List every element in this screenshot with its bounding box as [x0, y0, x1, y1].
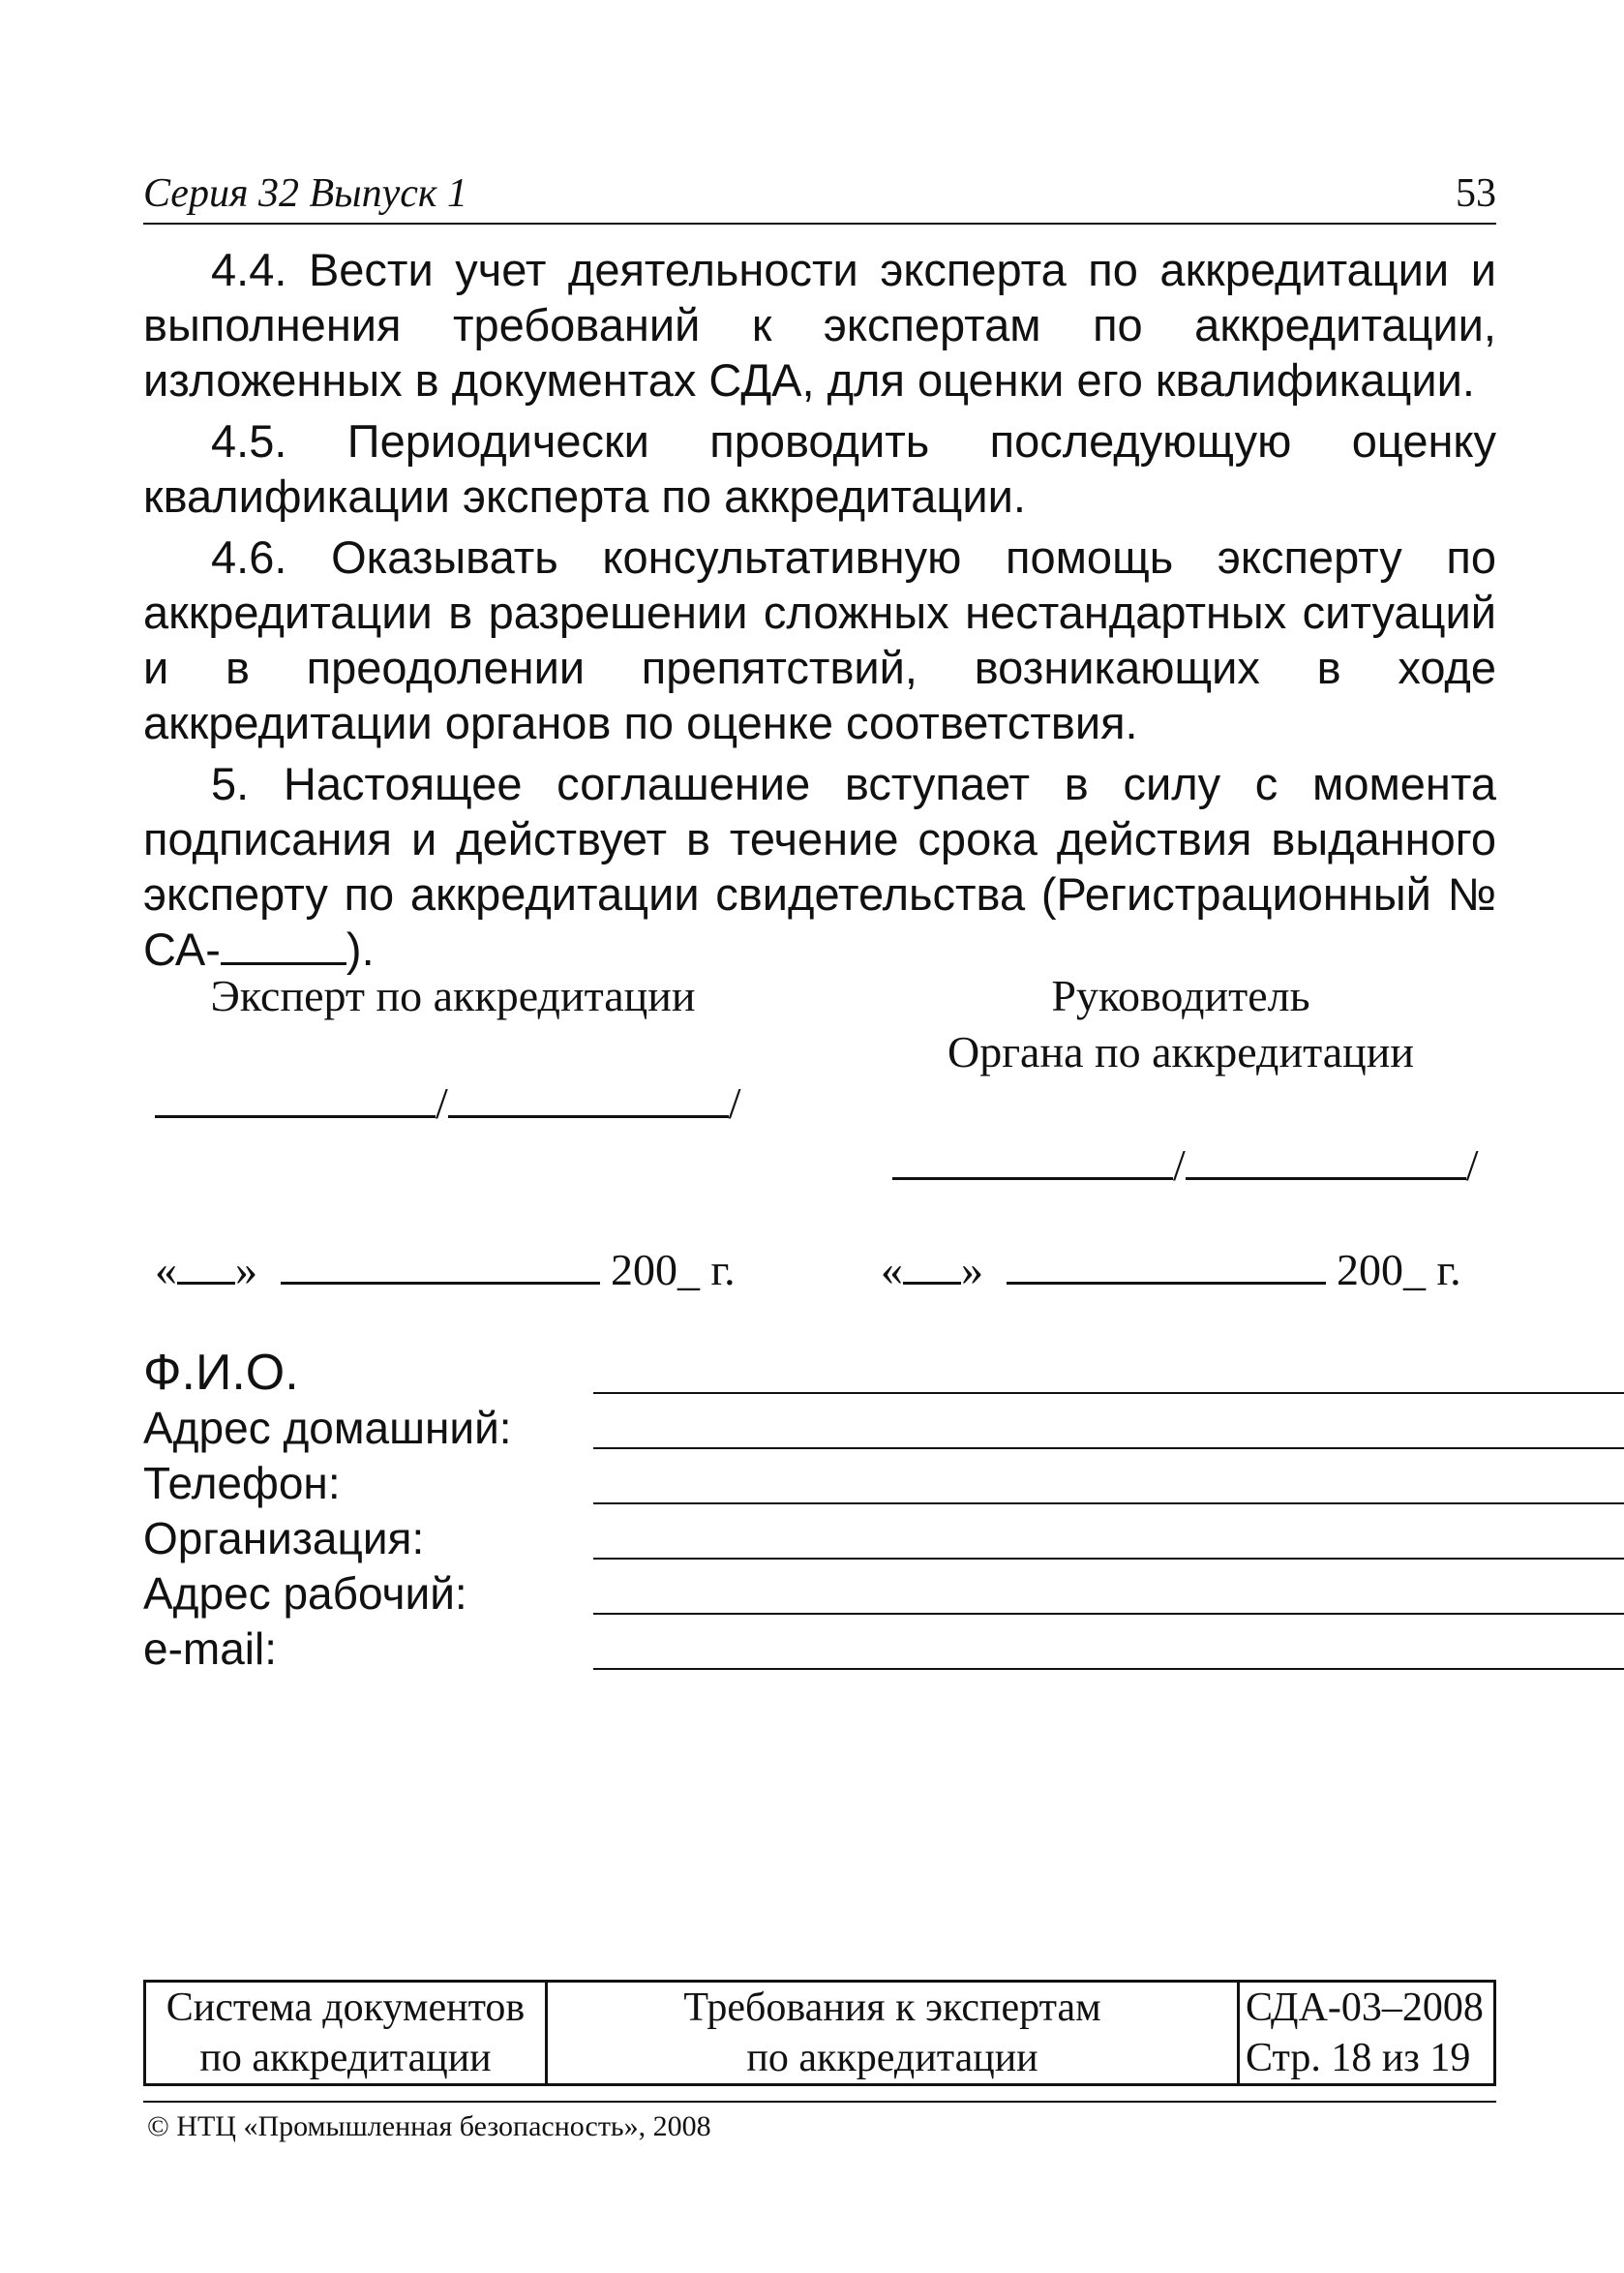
head-title-line1: Руководитель [1051, 971, 1310, 1020]
paragraph-4-6: 4.6. Оказывать консультативную помощь эксперту по аккредитации в разрешении сложных нестандартных ситуаций и в преодолении препятствий, возникающих в ходе аккредитации органов по оценке соответствия. [143, 531, 1496, 748]
slash: / [436, 1078, 448, 1128]
body-text [143, 242, 1496, 983]
expert-signature-line [155, 1073, 741, 1129]
slash: / [1173, 1140, 1186, 1190]
field-label: Адрес домашний: [143, 1403, 512, 1453]
doc-system-cell [145, 1982, 547, 2085]
document-info-table [143, 1980, 1496, 2086]
expert-date [155, 1239, 736, 1295]
head-name-blank[interactable] [1186, 1135, 1466, 1180]
head-signature-line [892, 1135, 1479, 1191]
field-line[interactable] [593, 1502, 1624, 1504]
field-line[interactable] [593, 1447, 1624, 1449]
contact-fields [143, 1346, 512, 1677]
field-phone [143, 1456, 512, 1511]
doc-title-line2: по аккредитации [746, 2036, 1038, 2080]
doc-system-line1: Система документов [165, 1985, 526, 2030]
paragraph-5-end: ). [346, 924, 375, 975]
month-blank[interactable] [1007, 1239, 1326, 1285]
quote-close: » [961, 1245, 983, 1294]
paragraph-5-text: 5. Настоящее соглашение вступает в силу с момента подписания и действует в течение срока действия выданного эксперту по аккредитации свидетельства (Регистрационный № СА- [143, 758, 1496, 975]
field-label: Организация: [143, 1513, 425, 1563]
field-label: Ф.И.О. [143, 1345, 299, 1401]
registration-number-blank[interactable] [221, 924, 346, 965]
day-blank[interactable] [177, 1239, 235, 1285]
field-email [143, 1621, 512, 1677]
doc-code: СДА-03–2008 [1246, 1985, 1484, 2030]
doc-title-line1: Требования к экспертам [683, 1985, 1101, 2030]
field-label: Адрес рабочий: [143, 1568, 467, 1619]
field-work-address [143, 1566, 512, 1621]
doc-title-cell [547, 1982, 1239, 2085]
field-home-address [143, 1401, 512, 1456]
paragraph-5 [143, 756, 1496, 977]
field-line[interactable] [593, 1668, 1624, 1670]
field-organization [143, 1511, 512, 1566]
header-series: Серия 32 Выпуск 1 [143, 171, 467, 216]
field-line[interactable] [593, 1392, 1624, 1394]
head-signature-blank[interactable] [892, 1135, 1173, 1180]
doc-page-count: Стр. 18 из 19 [1246, 2036, 1471, 2080]
year: 200_ г. [611, 1245, 736, 1294]
head-date [881, 1239, 1461, 1295]
head-title-line2: Органа по аккредитации [947, 1027, 1415, 1076]
field-label: e-mail: [143, 1623, 278, 1674]
quote-close: » [235, 1245, 257, 1294]
expert-signature-title: Эксперт по аккредитации [210, 971, 696, 1020]
doc-system-line2: по аккредитации [199, 2036, 492, 2080]
year: 200_ г. [1337, 1245, 1461, 1294]
month-blank[interactable] [281, 1239, 600, 1285]
day-blank[interactable] [903, 1239, 961, 1285]
field-line[interactable] [593, 1613, 1624, 1615]
copyright: © НТЦ «Промышленная безопасность», 2008 [147, 2110, 711, 2142]
doc-code-cell [1239, 1982, 1495, 2085]
paragraph-4-4: 4.4. Вести учет деятельности эксперта по аккредитации и выполнения требований к экспертам по аккредитации, изложенных в документах СДА, для оценки его квалификации. [143, 244, 1496, 406]
page-number: 53 [1456, 171, 1496, 216]
field-line[interactable] [593, 1558, 1624, 1560]
slash: / [728, 1078, 741, 1128]
field-label: Телефон: [143, 1458, 341, 1508]
expert-signature-blank[interactable] [155, 1073, 436, 1118]
footer-divider [143, 2101, 1496, 2103]
quote-open: « [155, 1245, 177, 1294]
header-divider [143, 223, 1496, 225]
quote-open: « [881, 1245, 903, 1294]
field-fio [143, 1346, 512, 1401]
slash: / [1465, 1140, 1479, 1190]
expert-name-blank[interactable] [448, 1073, 729, 1118]
head-signature-title [871, 968, 1490, 1080]
paragraph-4-5: 4.5. Периодически проводить последующую оценку квалификации эксперта по аккредитации. [143, 415, 1496, 522]
